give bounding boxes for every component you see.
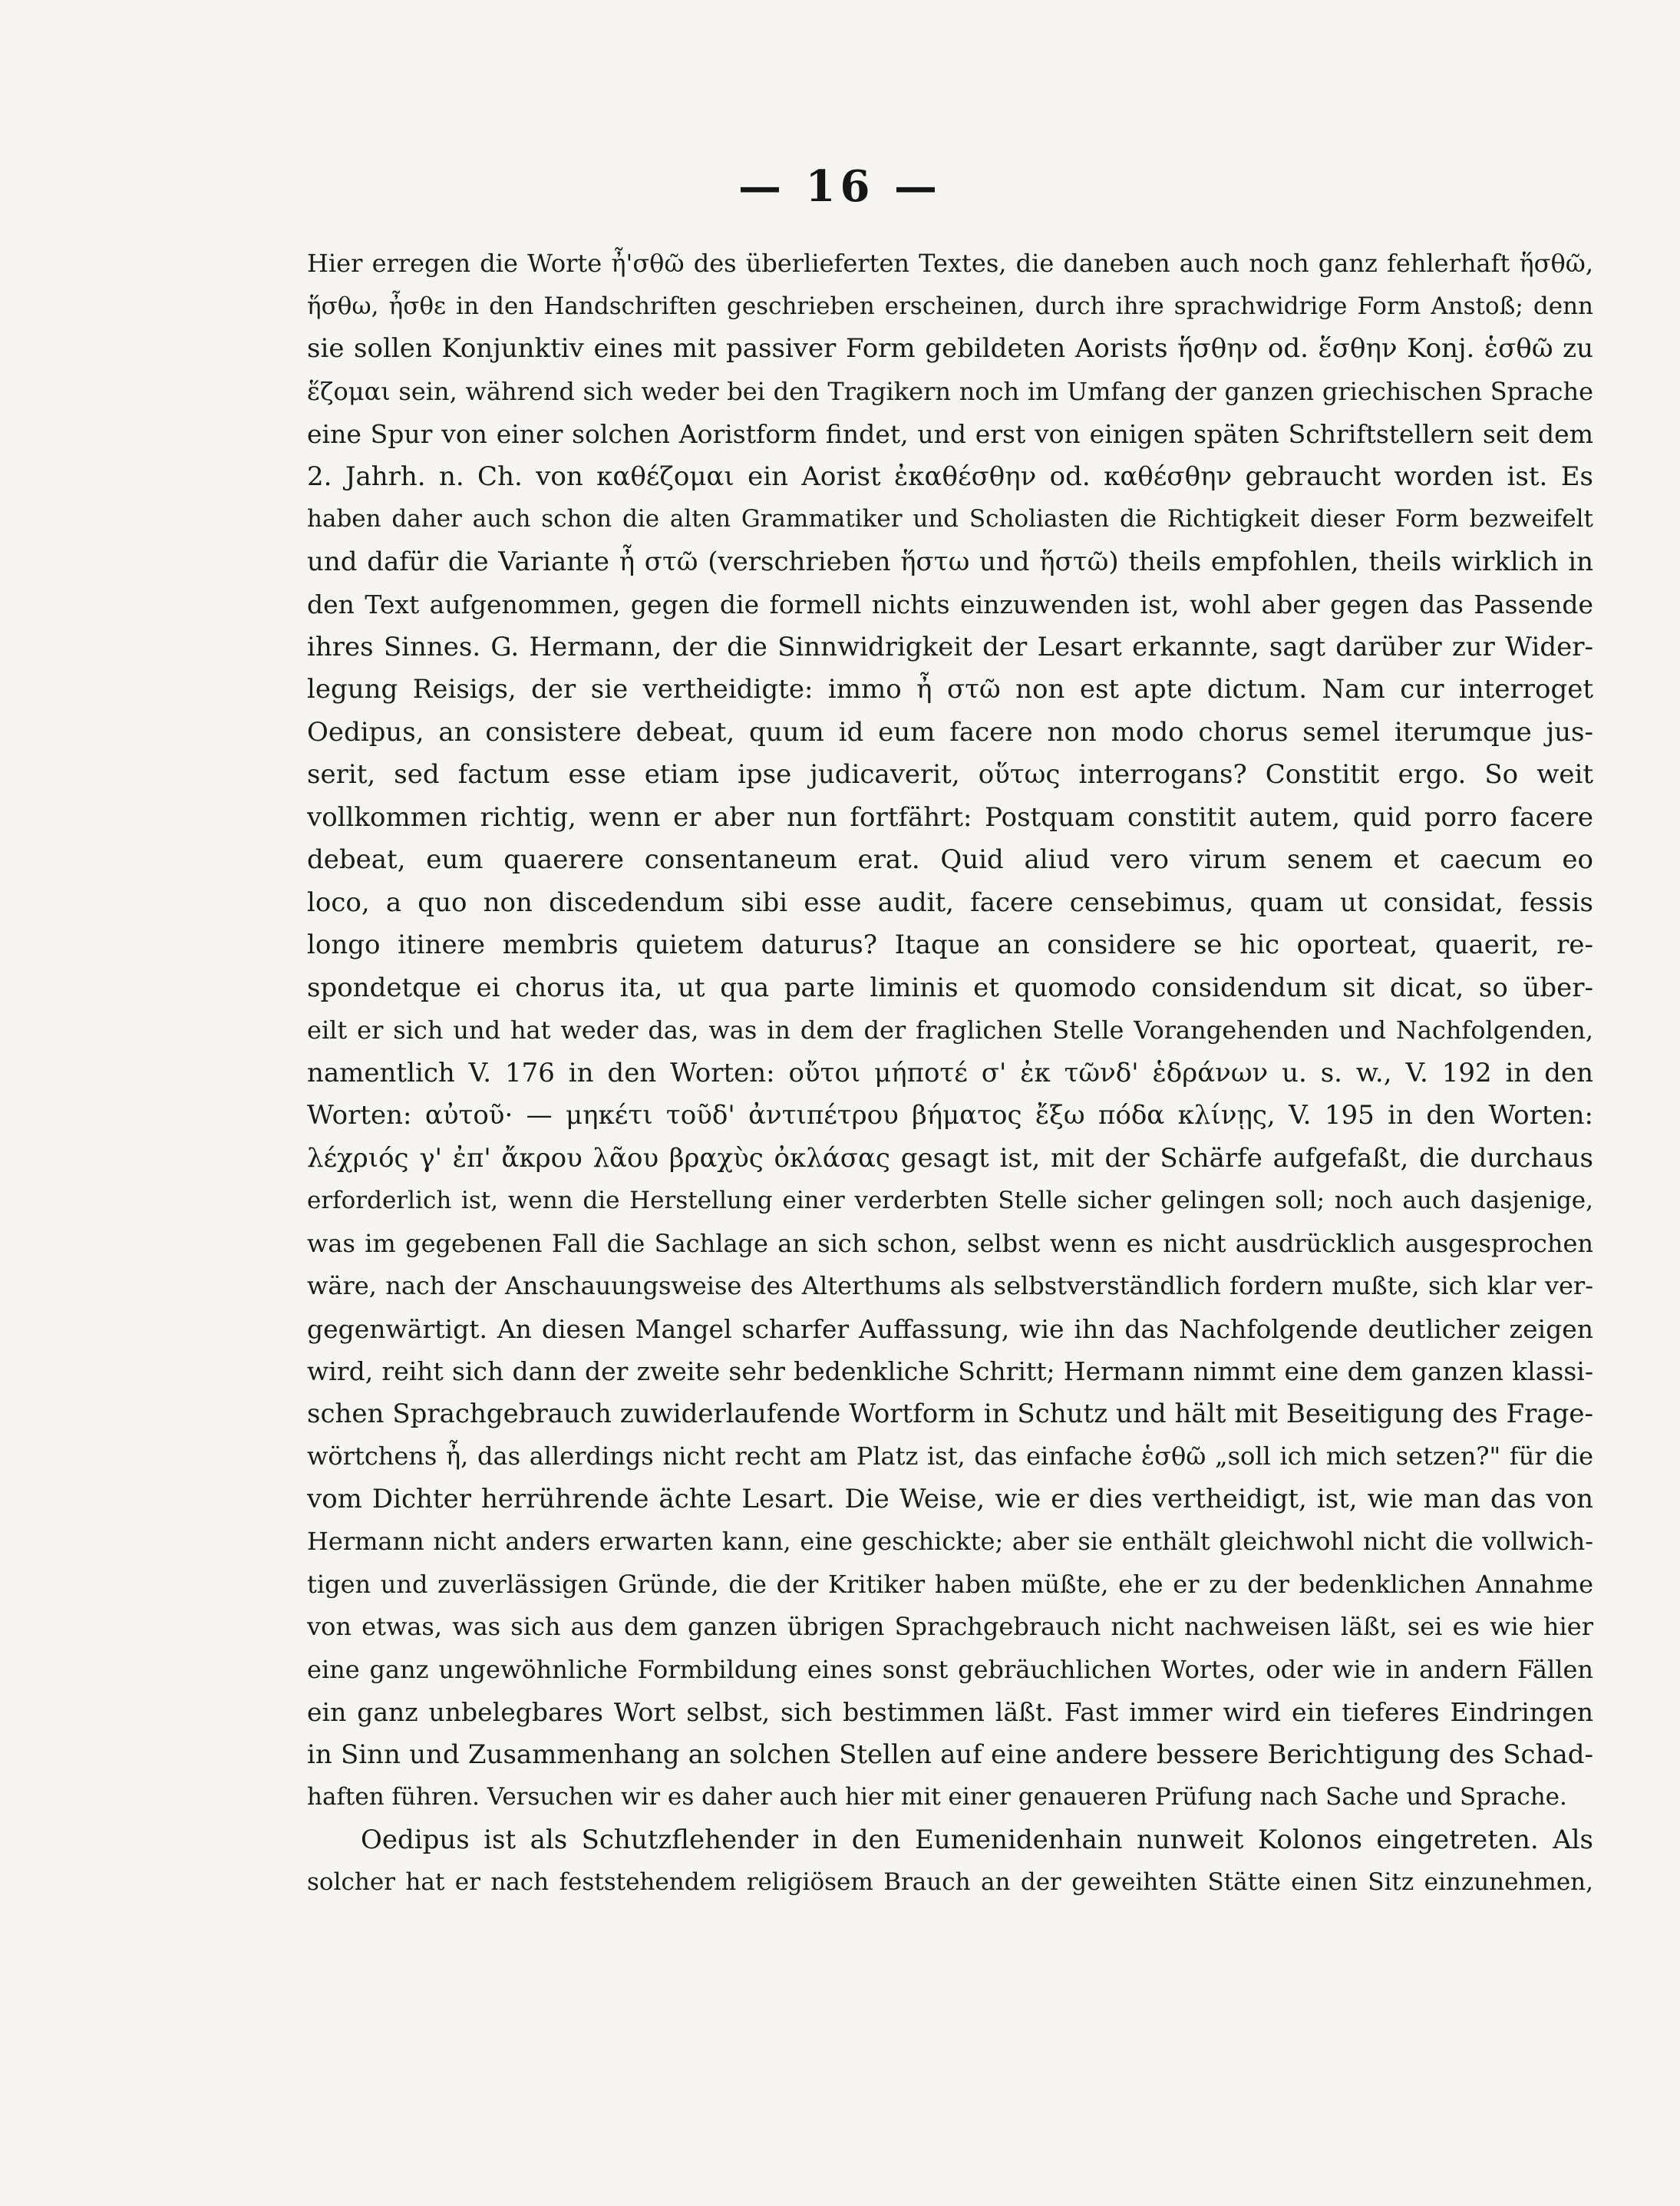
text-line: loco, a quo non discedendum sibi esse audit, facere censebimus, quam ut considat, fessis [307,887,1593,918]
text-line: tigen und zuverlässigen Gründe, die der Kritiker haben müßte, ehe er zu der bedenklichen Annahme [307,1569,1593,1599]
text-line: eine ganz ungewöhnliche Formbildung eines sonst gebräuchlichen Wortes, oder wie in andern Fällen [307,1654,1593,1684]
text-line: vollkommen richtig, wenn er aber nun fortfährt: Postquam constitit autem, quid porro facere [307,801,1593,833]
text-line: was im gegebenen Fall die Sachlage an sich schon, selbst wenn es nicht ausdrücklich ausgesprochen [307,1228,1593,1258]
text-line: debeat, eum quaerere consentaneum erat. Quid aliud vero virum senem et caecum eo [307,844,1593,875]
text-line: in Sinn und Zusammenhang an solchen Stellen auf eine andere bessere Berichtigung des Schad- [307,1739,1593,1770]
text-line: longo itinere membris quietem daturus? Itaque an considere se hic oporteat, quaerit, re- [307,930,1593,960]
text-line: namentlich V. 176 in den Worten: οὔτοι μήποτέ σ' ἐκ τῶνδ' ἑδράνων u. s. w., V. 192 in den [307,1057,1593,1088]
text-line: ihres Sinnes. G. Hermann, der die Sinnwidrigkeit der Lesart erkannte, sagt darüber zur Wider- [307,631,1593,662]
text-line: ἕζομαι sein, während sich weder bei den Tragikern noch im Umfang der ganzen griechischen Sprache [307,376,1593,406]
text-line: schen Sprachgebrauch zuwiderlaufende Wortform in Schutz und hält mit Beseitigung des Frage- [307,1398,1593,1429]
text-line: ein ganz unbelegbares Wort selbst, sich bestimmen läßt. Fast immer wird ein tieferes Eindringen [307,1697,1593,1727]
text-line: λέχριός γ' ἐπ' ἄκρου λᾶου βραχὺς ὀκλάσας gesagt ist, mit der Schärfe aufgefaßt, die durchaus [307,1142,1593,1174]
text-line: vom Dichter herrührende ächte Lesart. Die Weise, wie er dies vertheidigt, ist, wie man das von [307,1483,1593,1514]
text-line: 2. Jahrh. n. Ch. von καθέζομαι ein Aorist ἐκαθέσθην od. καθέσθην gebraucht worden ist. Es [307,461,1593,492]
text-line: Hier erregen die Worte ἦ'σθῶ des überlieferten Textes, die daneben auch noch ganz fehlerhaft ἥσθῶ, [307,249,1593,278]
text-line: Worten: αὐτοῦ· — μηκέτι τοῦδ' ἀντιπέτρου βήματος ἔξω πόδα κλίνῃς, V. 195 in den Worten: [307,1100,1593,1131]
text-line: spondetque ei chorus ita, ut qua parte liminis et quomodo considendum sit dicat, so über- [307,972,1593,1003]
text-line: erforderlich ist, wenn die Herstellung einer verderbten Stelle sicher gelingen soll; noch auch dasjenige, [307,1187,1593,1214]
text-line: und dafür die Variante ἦ στῶ (verschrieben ἥστω und ἥστῶ) theils empfohlen, theils wirklich in [307,546,1593,577]
text-line: eilt er sich und hat weder das, was in dem der fraglichen Stelle Vorangehenden und Nachfolgenden, [307,1015,1593,1045]
text-line: wird, reiht sich dann der zweite sehr bedenkliche Schritt; Hermann nimmt eine dem ganzen klassi- [307,1356,1593,1386]
text-line: haben daher auch schon die alten Grammatiker und Scholiasten die Richtigkeit dieser Form bezweifelt [307,505,1593,533]
text-line: sie sollen Konjunktiv eines mit passiver Form gebildeten Aorists ἥσθην od. ἕσθην Konj. ἑσθῶ zu [307,333,1593,364]
text-line: wäre, nach der Anschauungsweise des Alterthums als selbstverständlich fordern mußte, sich klar ver- [307,1271,1593,1300]
text-line: gegenwärtigt. An diesen Mangel scharfer Auffassung, wie ihn das Nachfolgende deutlicher zeigen [307,1313,1593,1344]
body-text [307,243,1593,1904]
text-line: Hermann nicht anders erwarten kann, eine geschickte; aber sie enthält gleichwohl nicht die vollwich- [307,1527,1593,1556]
text-line: den Text aufgenommen, gegen die formell nichts einzuwenden ist, wohl aber gegen das Passende [307,589,1593,619]
text-line: eine Spur von einer solchen Aoristform findet, und erst von einigen späten Schriftstellern seit dem [307,419,1593,449]
text-line: solcher hat er nach feststehendem religiösem Brauch an der geweihten Stätte einen Sitz einzunehmen, [307,1868,1593,1896]
text-line: ἥσθω, ἦσθε in den Handschriften geschrieben erscheinen, durch ihre sprachwidrige Form Anstoß; denn [307,292,1593,320]
text-line: serit, sed factum esse etiam ipse judicaverit, οὕτως interrogans? Constitit ergo. So weit [307,759,1593,790]
text-line: Oedipus, an consistere debeat, quum id eum facere non modo chorus semel iterumque jus- [307,716,1593,748]
text-line: legung Reisigs, der sie vertheidigte: immo ἦ στῶ non est apte dictum. Nam cur interroget [307,674,1593,705]
text-line: Oedipus ist als Schutzflehender in den Eumenidenhain nunweit Kolonos eingetreten. Als [361,1824,1593,1855]
page-number: — 16 — [738,161,942,212]
text-line: wörtchens ἦ, das allerdings nicht recht am Platz ist, das einfache ἑσθῶ „soll ich mich setzen?" für die [307,1441,1593,1471]
text-line: von etwas, was sich aus dem ganzen übrigen Sprachgebrauch nicht nachweisen läßt, sei es wie hier [307,1612,1593,1641]
text-line: haften führen. Versuchen wir es daher auch hier mit einer genaueren Prüfung nach Sache und Sprache. [307,1783,1567,1811]
